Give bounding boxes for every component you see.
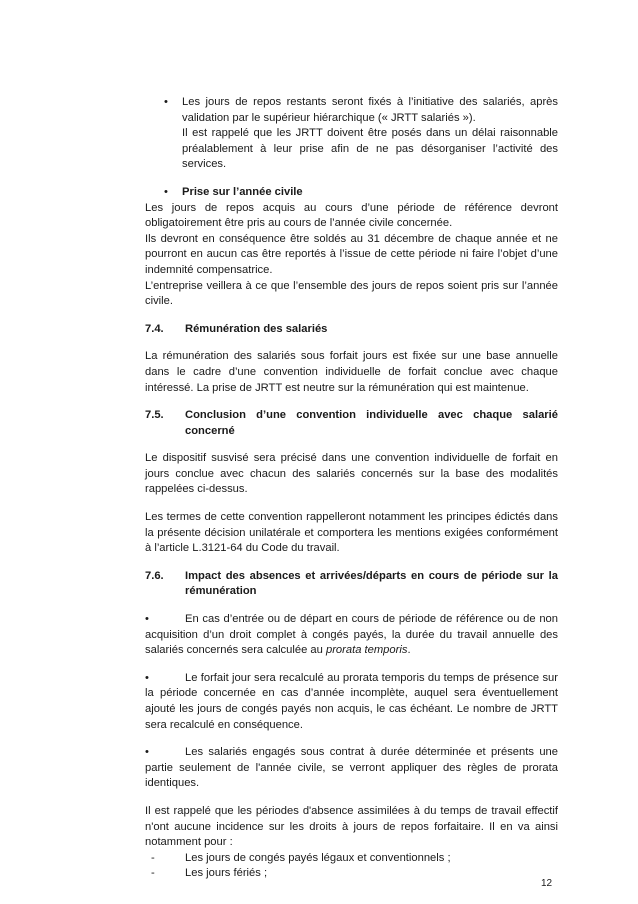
dash-item	[145, 851, 558, 867]
section-number: 7.4.	[145, 322, 164, 335]
paragraph: Le dispositif susvisé sera précisé dans une convention individuelle de forfait en jours conclue avec chacun des salariés concernés sur la base des modalités rappelées ci-dessus.	[145, 452, 558, 496]
dash-text: Les jours fériés ;	[185, 867, 268, 880]
italic-term: prorata temporis	[325, 644, 408, 657]
paragraph: Ils devront en conséquence être soldés au 31 décembre de chaque année et ne pourront en aucun cas être reportés à l’issue de cette période ni faire l’objet d’une indemnité compensatrice.	[145, 232, 558, 276]
dash-glyph: -	[151, 867, 155, 880]
bullet-prise-annee-civile	[145, 185, 558, 201]
dash-glyph: -	[151, 851, 155, 864]
bullet-glyph: •	[145, 671, 149, 684]
paragraph: Les jours de repos acquis au cours d’une période de référence devront obligatoirement être pris au cours de l’année civile concernée.	[145, 201, 558, 230]
paragraph: Les jours de repos restants seront fixés à l’initiative des salariés, après validation par le supérieur hiérarchique (« JRTT salariés »).	[182, 96, 558, 124]
bullet-title: Prise sur l’année civile	[182, 185, 303, 198]
paragraph: La rémunération des salariés sous forfait jours est fixée sur une base annuelle dans le cadre d’une convention individuelle de forfait conclue avec chaque intéressé. La prise de JRTT est neutre sur la rémunération qui est maintenue.	[145, 350, 558, 394]
section-number: 7.5.	[145, 409, 164, 422]
paragraph: Il est rappelé que les périodes d'absence assimilées à du temps de travail effectif n'ont aucune incidence sur les droits à jours de repos forfaitaire. Il en va ainsi notamment pour :	[145, 804, 558, 849]
paragraph: Les termes de cette convention rappelleront notamment les principes édictés dans la présente décision unilatérale et comportera les mentions exigées conformément à l’article L.3121-64 du Code du travail.	[145, 511, 558, 555]
bullet-glyph: •	[145, 613, 149, 626]
section-heading-7-5	[145, 408, 558, 439]
paragraph: Il est rappelé que les JRTT doivent être posés dans un délai raisonnable préalablement à leur prise afin de ne pas désorganiser l’activité des services.	[182, 127, 558, 171]
section-title: Conclusion d’une convention individuelle avec chaque salarié concerné	[185, 409, 558, 437]
bullet-glyph: •	[164, 96, 168, 108]
bullet-paragraph: • En cas d’entrée ou de départ en cours de période de référence ou de non acquisition d’un droit complet à congés payés, la durée du travail annuelle des salariés concernés sera calculée au prorata temporis.	[145, 613, 558, 657]
section-title: Impact des absences et arrivées/départs en cours de période sur la rémunération	[185, 569, 558, 598]
document-page	[145, 95, 558, 882]
page-number: 12	[541, 878, 553, 889]
section-number: 7.6.	[145, 569, 164, 582]
dash-item	[145, 866, 558, 882]
paragraph: L’entreprise veillera à ce que l’ensemble des jours de repos soient pris sur l’année civile.	[145, 279, 558, 308]
bullet-paragraph: • Les salariés engagés sous contrat à durée déterminée et présents une partie seulement de l'année civile, se verront appliquer des règles de prorata identiques.	[145, 746, 558, 790]
bullet-jrtt-salaries	[145, 95, 558, 173]
bullet-glyph: •	[164, 185, 168, 198]
dash-text: Les jours de congés payés légaux et conventionnels ;	[185, 851, 451, 864]
section-heading-7-4	[145, 322, 558, 338]
section-title: Rémunération des salariés	[185, 322, 328, 335]
section-heading-7-6	[145, 569, 558, 600]
bullet-glyph: •	[145, 746, 149, 759]
bullet-paragraph: • Le forfait jour sera recalculé au prorata temporis du temps de présence sur la période concernée en cas d’année incomplète, auquel sera éventuellement ajouté les jours de congés payés non acquis, le cas échéant. Le nombre de JRTT sera recalculé en conséquence.	[145, 671, 558, 731]
